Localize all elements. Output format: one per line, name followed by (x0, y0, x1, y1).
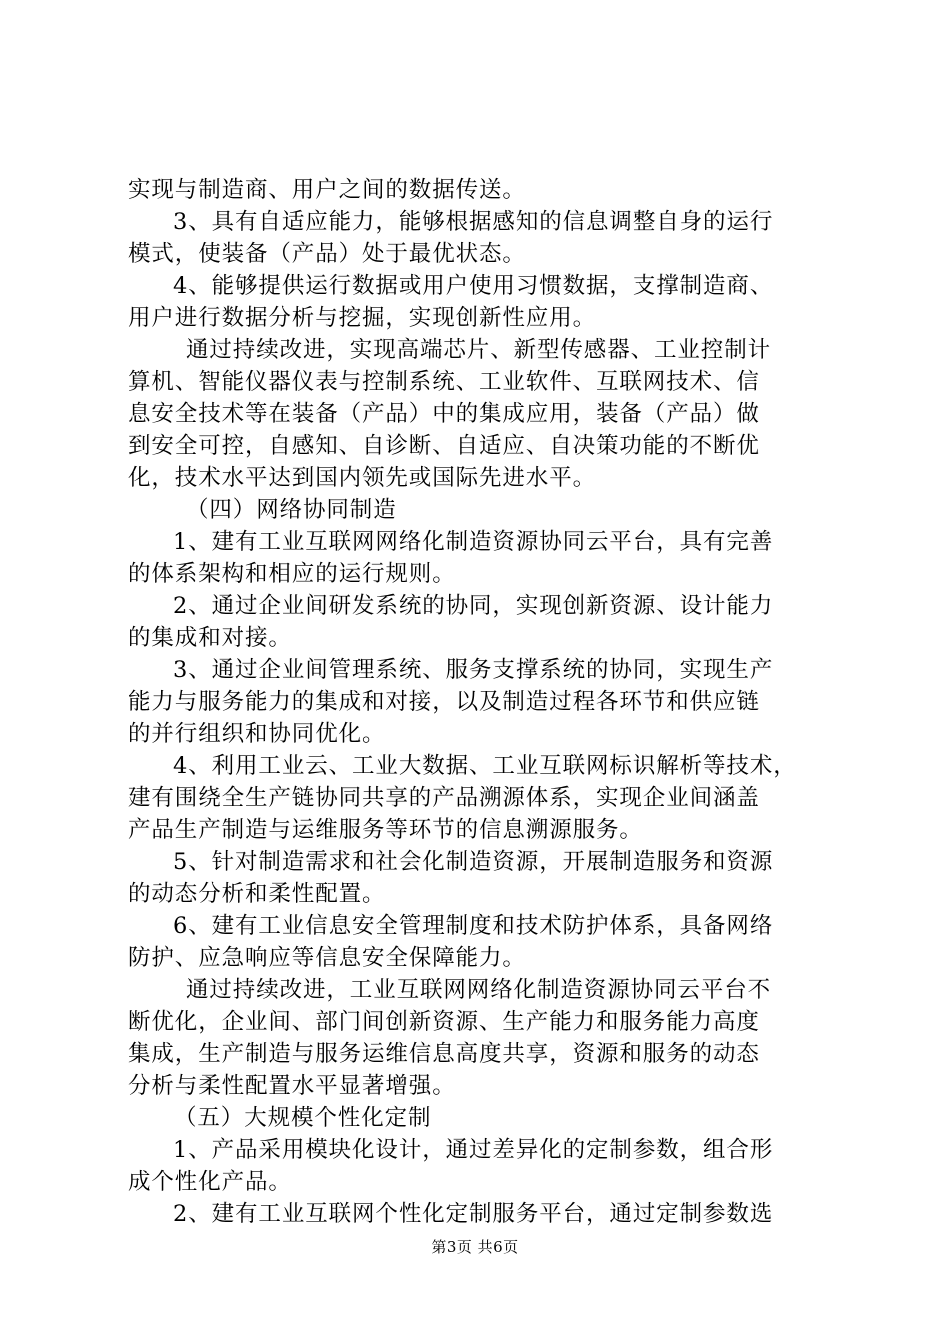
text-line: 的动态分析和柔性配置。 (128, 881, 386, 907)
text-line: 产品生产制造与运维服务等环节的信息溯源服务。 (128, 817, 643, 843)
text-line: 息安全技术等在装备（产品）中的集成应用，装备（产品）做 (128, 401, 760, 427)
text-line: 的集成和对接。 (128, 625, 292, 651)
text-line: 建有围绕全生产链协同共享的产品溯源体系，实现企业间涵盖 (128, 785, 760, 811)
text-line: 模式，使装备（产品）处于最优状态。 (128, 241, 526, 267)
text-line: 到安全可控，自感知、自诊断、自适应、自决策功能的不断优 (128, 433, 760, 459)
text-line: 防护、应急响应等信息安全保障能力。 (128, 945, 526, 971)
text-line: 的并行组织和协同优化。 (128, 721, 386, 747)
section-heading: （五）大规模个性化定制 (174, 1105, 432, 1131)
page-footer: 第3页 共6页 (431, 1238, 519, 1256)
list-item-4: 4、能够提供运行数据或用户使用习惯数据，支撑制造商、 (173, 273, 774, 299)
list-item-1: 1、建有工业互联网网络化制造资源协同云平台，具有完善 (173, 529, 774, 555)
text-line: 的体系架构和相应的运行规则。 (128, 561, 456, 587)
document-body (128, 174, 838, 1230)
list-item-1: 1、产品采用模块化设计，通过差异化的定制参数，组合形 (173, 1137, 774, 1163)
paragraph-start: 通过持续改进，实现高端芯片、新型传感器、工业控制计 (186, 337, 772, 363)
text-line: 分析与柔性配置水平显著增强。 (128, 1073, 456, 1099)
list-item-2: 2、通过企业间研发系统的协同，实现创新资源、设计能力 (173, 593, 774, 619)
text-line: 用户进行数据分析与挖掘，实现创新性应用。 (128, 305, 597, 331)
paragraph-start: 通过持续改进，工业互联网网络化制造资源协同云平台不 (186, 977, 772, 1003)
text-line: 断优化，企业间、部门间创新资源、生产能力和服务能力高度 (128, 1009, 760, 1035)
section-heading: （四）网络协同制造 (186, 497, 397, 523)
list-item-3: 3、通过企业间管理系统、服务支撑系统的协同，实现生产 (173, 657, 774, 683)
text-line: 实现与制造商、用户之间的数据传送。 (128, 177, 526, 203)
text-line: 能力与服务能力的集成和对接，以及制造过程各环节和供应链 (128, 689, 760, 715)
list-item-3: 3、具有自适应能力，能够根据感知的信息调整自身的运行 (173, 209, 774, 235)
list-item-2: 2、建有工业互联网个性化定制服务平台，通过定制参数选 (173, 1201, 774, 1227)
text-line: 集成，生产制造与服务运维信息高度共享，资源和服务的动态 (128, 1041, 760, 1067)
list-item-6: 6、建有工业信息安全管理制度和技术防护体系，具备网络 (173, 913, 774, 939)
text-line: 成个性化产品。 (128, 1169, 292, 1195)
list-item-4: 4、利用工业云、工业大数据、工业互联网标识解析等技术， (173, 753, 797, 779)
text-line: 化，技术水平达到国内领先或国际先进水平。 (128, 465, 597, 491)
list-item-5: 5、针对制造需求和社会化制造资源，开展制造服务和资源 (173, 849, 774, 875)
text-line: 算机、智能仪器仪表与控制系统、工业软件、互联网技术、信 (128, 369, 760, 395)
